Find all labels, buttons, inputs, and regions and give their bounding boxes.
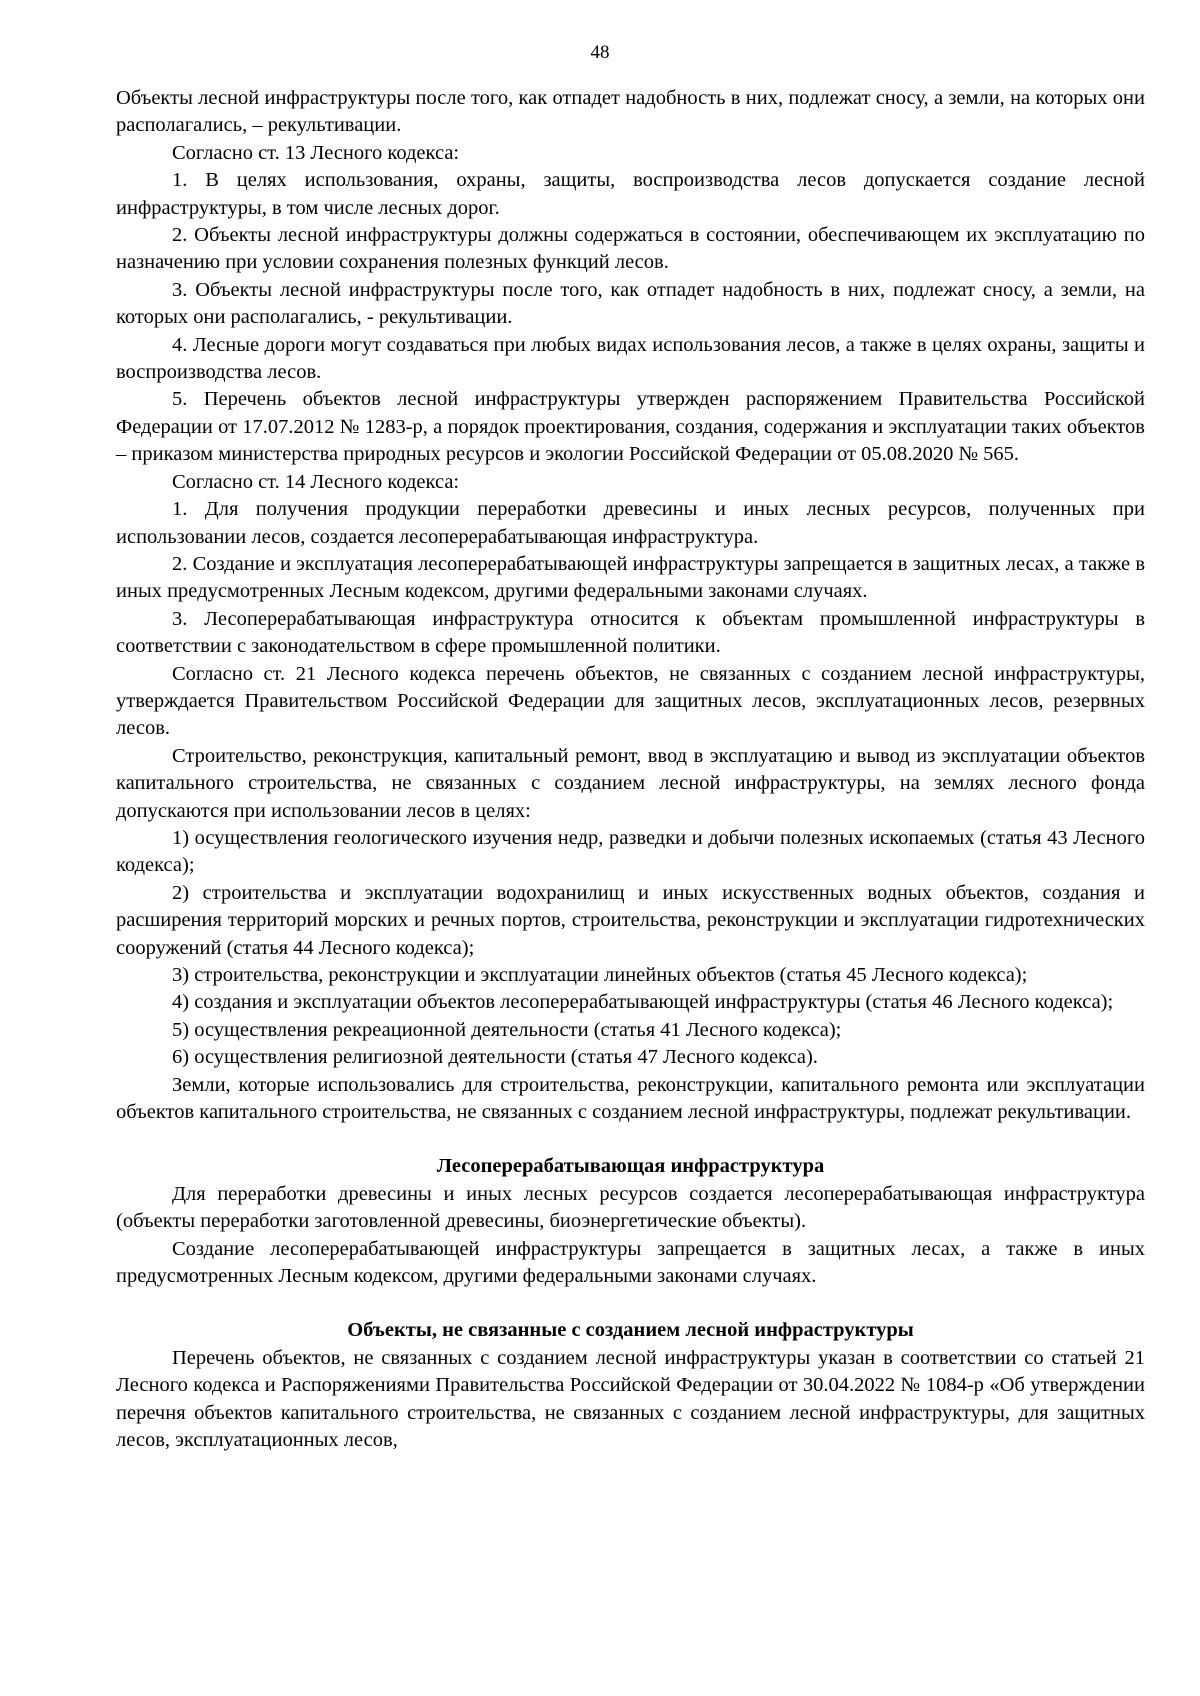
- paragraph: Земли, которые использовались для строительства, реконструкции, капитального ремонта или эксплуатации объектов капитального строительства, не связанных с созданием лесной инфраструктуры, подлежат рекультивации.: [116, 1073, 1145, 1124]
- page-number: 48: [590, 42, 610, 63]
- list-item: 3) строительства, реконструкции и эксплуатации линейных объектов (статья 45 Лесного кодекса);: [172, 964, 1028, 986]
- list-item: 4) создания и эксплуатации объектов лесоперерабатывающей инфраструктуры (статья 46 Лесного кодекса);: [172, 991, 1114, 1014]
- paragraph: Строительство, реконструкция, капитальный ремонт, ввод в эксплуатацию и вывод из эксплуатации объектов капитального строительства, не связанных с созданием лесной инфраструктуры, на землях лесного фонда допускаются при использовании лесов в целях:: [116, 744, 1145, 822]
- paragraph: Перечень объектов, не связанных с созданием лесной инфраструктуры указан в соответствии со статьей 21 Лесного кодекса и Распоряжениями Правительства Российской Федерации от 30.04.2022 № 1084-р «Об утверждении перечня объектов капитального строительства, не связанных с созданием лесной инфраструктуры, для защитных лесов, эксплуатационных лесов,: [116, 1346, 1145, 1452]
- section-heading: Лесоперерабатывающая инфраструктура: [436, 1155, 825, 1178]
- paragraph: 2. Создание и эксплуатация лесоперерабатывающей инфраструктуры запрещается в защитных лесах, а также в иных предусмотренных Лесным кодексом, другими федеральными законами случаях.: [116, 552, 1145, 603]
- paragraph: Создание лесоперерабатывающей инфраструктуры запрещается в защитных лесах, а также в иных предусмотренных Лесным кодексом, другими федеральными законами случаях.: [116, 1237, 1145, 1288]
- paragraph: 2. Объекты лесной инфраструктуры должны содержаться в состоянии, обеспечивающем их эксплуатацию по назначению при условии сохранения полезных функций лесов.: [116, 224, 1145, 274]
- list-item: 5) осуществления рекреационной деятельности (статья 41 Лесного кодекса);: [172, 1018, 842, 1041]
- paragraph: Объекты лесной инфраструктуры после того, как отпадет надобность в них, подлежат сносу, а земли, на которых они располагались, – рекультивации.: [116, 87, 1145, 137]
- paragraph: 1. В целях использования, охраны, защиты, воспроизводства лесов допускается создание лесной инфраструктуры, в том числе лесных дорог.: [116, 169, 1145, 219]
- paragraph: 5. Перечень объектов лесной инфраструктуры утвержден распоряжением Правительства Российской Федерации от 17.07.2012 № 1283-р, а порядок проектирования, создания, содержания и эксплуатации таких объектов – приказом министерства природных ресурсов и экологии Российской Федерации от 05.08.2020 № 565.: [116, 388, 1145, 466]
- paragraph: 1. Для получения продукции переработки древесины и иных лесных ресурсов, полученных при использовании лесов, создается лесоперерабатывающая инфраструктура.: [116, 498, 1145, 548]
- paragraph: 3. Объекты лесной инфраструктуры после того, как отпадет надобность в них, подлежат сносу, а земли, на которых они располагались, - рекультивации.: [116, 278, 1145, 329]
- list-item: 2) строительства и эксплуатации водохранилищ и иных искусственных водных объектов, создания и расширения территорий морских и речных портов, строительства, реконструкции и эксплуатации гидротехнических сооружений (статья 44 Лесного кодекса);: [116, 881, 1145, 959]
- document-body: [116, 85, 1145, 1455]
- list-item: 1) осуществления геологического изучения недр, разведки и добычи полезных ископаемых (статья 43 Лесного кодекса);: [116, 826, 1145, 877]
- paragraph: 3. Лесоперерабатывающая инфраструктура относится к объектам промышленной инфраструктуры в соответствии с законодательством в сфере промышленной политики.: [116, 607, 1145, 658]
- paragraph: 4. Лесные дороги могут создаваться при любых видах использования лесов, а также в целях охраны, защиты и воспроизводства лесов.: [116, 333, 1145, 384]
- paragraph: Согласно ст. 14 Лесного кодекса:: [172, 470, 460, 493]
- list-item: 6) осуществления религиозной деятельности (статья 47 Лесного кодекса).: [172, 1046, 818, 1069]
- paragraph: Согласно ст. 13 Лесного кодекса:: [172, 141, 460, 164]
- paragraph: Согласно ст. 21 Лесного кодекса перечень объектов, не связанных с созданием лесной инфраструктуры, утверждается Правительством Российской Федерации для защитных лесов, эксплуатационных лесов, резервных лесов.: [116, 662, 1145, 740]
- section-heading: Объекты, не связанные с созданием лесной инфраструктуры: [347, 1319, 914, 1342]
- paragraph: Для переработки древесины и иных лесных ресурсов создается лесоперерабатывающая инфраструктура (объекты переработки заготовленной древесины, биоэнергетические объекты).: [116, 1182, 1145, 1233]
